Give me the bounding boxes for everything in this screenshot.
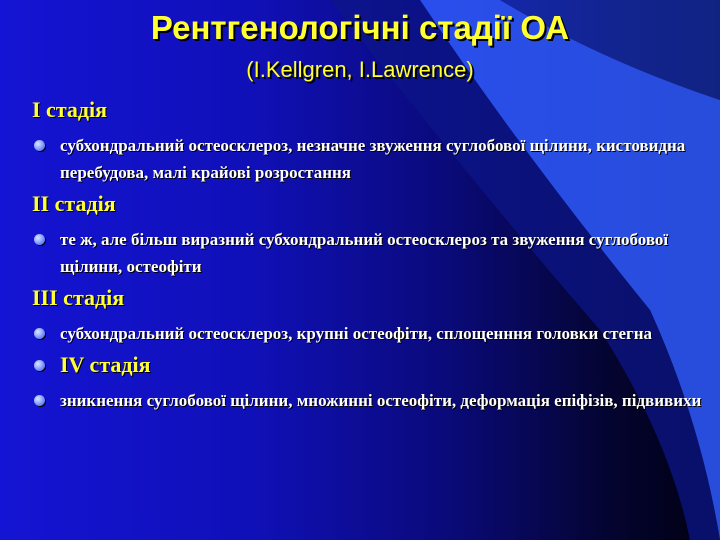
stage-1-text: субхондральний остеосклероз, незначне звуження суглобової щілини, кистовидна перебудова, малі крайові розростання bbox=[60, 136, 686, 182]
stage-2-description bbox=[32, 226, 704, 280]
bullet-icon bbox=[34, 234, 45, 245]
stage-4-heading bbox=[32, 351, 704, 379]
bullet-icon bbox=[34, 360, 45, 371]
bullet-icon bbox=[34, 328, 45, 339]
stage-3-heading: III стадія bbox=[32, 285, 125, 310]
stage-4-heading-text: IV стадія bbox=[60, 352, 151, 377]
stage-1-heading: I стадія bbox=[32, 97, 108, 122]
stage-1-description bbox=[32, 132, 704, 186]
stages-list bbox=[32, 96, 704, 418]
bullet-icon bbox=[34, 395, 45, 406]
slide-title: Рентгенологічні стадії ОА bbox=[150, 9, 570, 46]
bullet-icon bbox=[34, 140, 45, 151]
stage-4-text: зникнення суглобової щілини, множинні остеофіти, деформація епіфізів, підвивихи bbox=[60, 391, 702, 410]
stage-3-text: субхондральний остеосклероз, крупні остеофіти, сплощенння головки стегна bbox=[60, 324, 653, 343]
slide-subtitle: (I.Kellgren, I.Lawrence) bbox=[246, 57, 474, 82]
stage-4-description bbox=[32, 387, 704, 414]
stage-2-text: те ж, але більш виразний субхондральний остеосклероз та звуження суглобової щілини, остеофіти bbox=[60, 230, 669, 276]
stage-2-heading: II стадія bbox=[32, 191, 116, 216]
stage-3-description bbox=[32, 320, 704, 347]
